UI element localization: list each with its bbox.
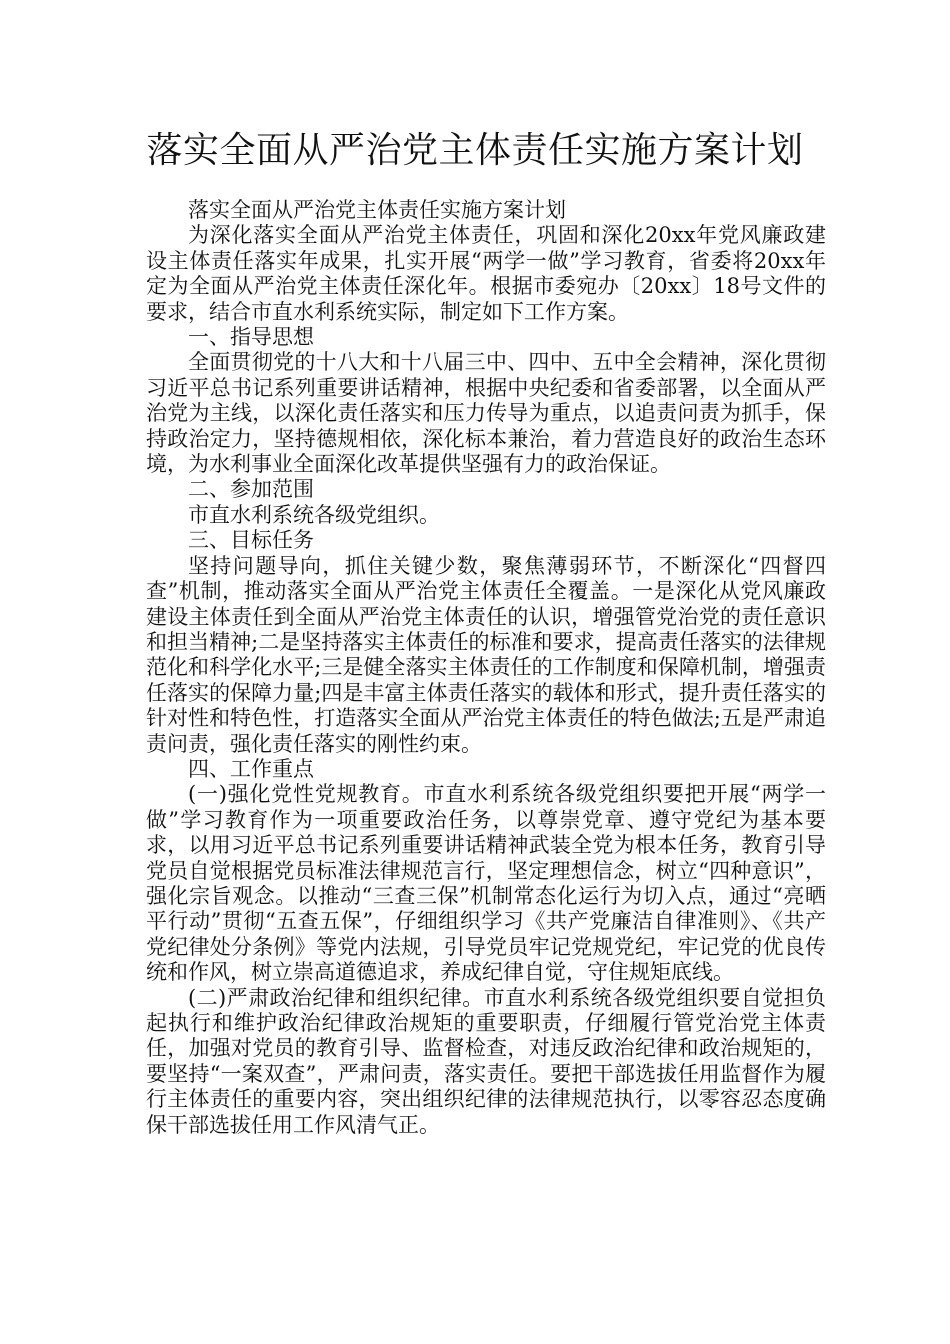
section-heading-key-work: 四、工作重点 <box>188 756 314 781</box>
document-title: 落实全面从严治党主体责任实施方案计划 <box>146 130 804 171</box>
section-heading-goals: 三、目标任务 <box>188 528 314 553</box>
document-body <box>146 198 826 1138</box>
paragraph-key-work-2: (二)严肃政治纪律和组织纪律。市直水利系统各级党组织要自觉担负起执行和维护政治纪律政治规矩的重要职责，仔细履行管党治党主体责任，加强对党员的教育引导、监督检查，对违反政治纪律和政治规矩的，要坚持“一案双查”，严肃问责，落实责任。要把干部选拔任用监督作为履行主体责任的重要内容，突出组织纪律的法律规范执行，以零容忍态度确保干部选拔任用工作风清气正。 <box>146 985 826 1137</box>
section-heading-scope: 二、参加范围 <box>188 477 314 502</box>
paragraph-subtitle: 落实全面从严治党主体责任实施方案计划 <box>188 198 566 222</box>
paragraph-guiding-thought: 全面贯彻党的十八大和十八届三中、四中、五中全会精神，深化贯彻习近平总书记系列重要讲话精神，根据中央纪委和省委部署，以全面从严治党为主线，以深化责任落实和压力传导为重点，以追责问责为抓手，保持政治定力，坚持德规相依，深化标本兼治，着力营造良好的政治生态环境，为水利事业全面深化改革提供坚强有力的政治保证。 <box>146 350 826 477</box>
paragraph-goals: 坚持问题导向，抓住关键少数，聚焦薄弱环节，不断深化“四督四查”机制，推动落实全面从严治党主体责任全覆盖。一是深化从党风廉政建设主体责任到全面从严治党主体责任的认识，增强管党治党的责任意识和担当精神;二是坚持落实主体责任的标准和要求，提高责任落实的法律规范化和科学化水平;三是健全落实主体责任的工作制度和保障机制，增强责任落实的保障力量;四是丰富主体责任落实的载体和形式，提升责任落实的针对性和特色性，打造落实全面从严治党主体责任的特色做法;五是严肃追责问责，强化责任落实的刚性约束。 <box>146 553 826 756</box>
paragraph-key-work-1: (一)强化党性党规教育。市直水利系统各级党组织要把开展“两学一做”学习教育作为一项重要政治任务，以尊崇党章、遵守党纪为基本要求，以用习近平总书记系列重要讲话精神武装全党为根本任务，教育引导党员自觉根据党员标准法律规范言行，坚定理想信念，树立“四种意识”，强化宗旨观念。以推动“三查三保”机制常态化运行为切入点，通过“亮晒平行动”贯彻“五查五保”，仔细组织学习《共产党廉洁自律准则》、《共产党纪律处分条例》等党内法规，引导党员牢记党规党纪，牢记党的优良传统和作风，树立崇高道德追求，养成纪律自觉，守住规矩底线。 <box>146 782 826 985</box>
paragraph-intro: 为深化落实全面从严治党主体责任，巩固和深化20xx年党风廉政建设主体责任落实年成果，扎实开展“两学一做”学习教育，省委将20xx年定为全面从严治党主体责任深化年。根据市委宛办〔20xx〕18号文件的要求，结合市直水利系统实际，制定如下工作方案。 <box>146 223 826 324</box>
section-heading-guiding-thought: 一、指导思想 <box>188 325 314 350</box>
paragraph-scope: 市直水利系统各级党组织。 <box>188 502 440 527</box>
